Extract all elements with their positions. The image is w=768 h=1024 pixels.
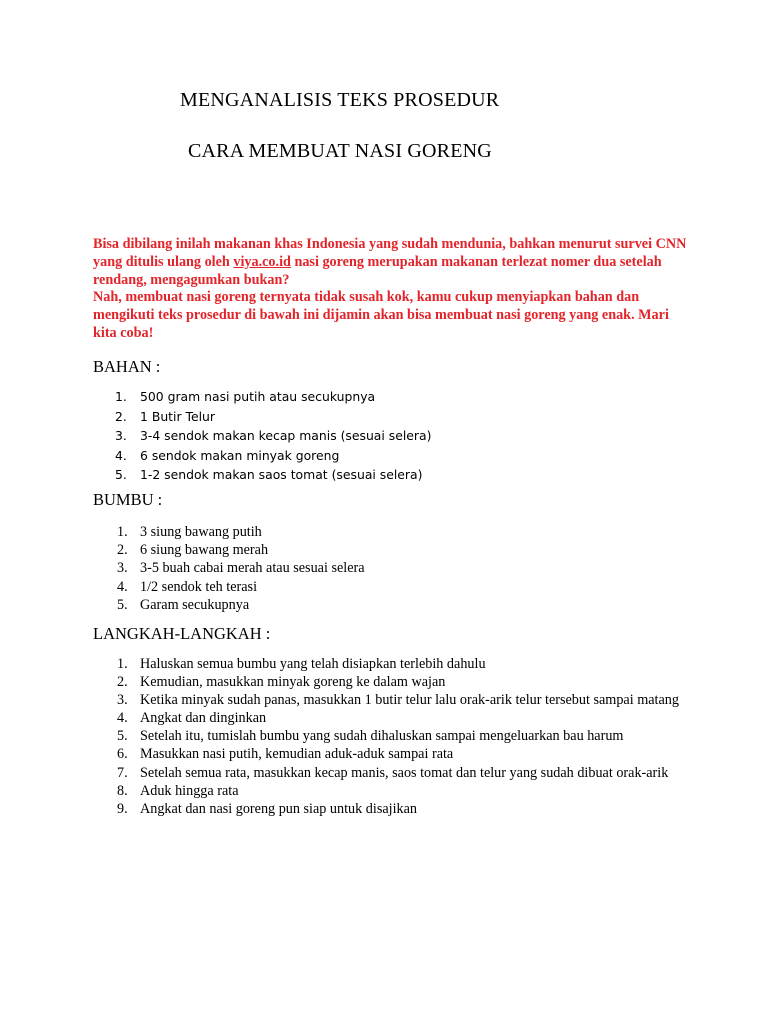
langkah-list-item [93,709,693,727]
list-number: 1. [117,656,128,672]
langkah-list-item [93,745,693,763]
list-number: 2. [115,408,127,424]
langkah-list-item [93,673,693,691]
list-item-text: 1/2 sendok teh terasi [140,578,258,595]
list-number: 5. [115,467,127,482]
intro-paragraph-2: Nah, membuat nasi goreng ternyata tidak susah kok, kamu cukup menyiapkan bahan dan mengikuti teks prosedur di bawah ini dijamin akan bisa membuat nasi goreng yang enak. Mari kita coba! [93,289,669,341]
bumbu-heading: BUMBU : [93,490,163,509]
langkah-list [93,655,693,818]
list-item-text: 3 siung bawang putih [140,524,262,540]
list-item-text: Aduk hingga rata [140,782,239,799]
langkah-list-item [93,691,693,709]
list-number: 9. [117,800,128,817]
langkah-list-item [93,800,693,818]
list-number: 4. [117,710,128,727]
list-number: 1. [115,389,127,404]
list-item-text: 6 sendok makan minyak goreng [140,447,340,463]
langkah-list-item [93,782,693,800]
langkah-list-item [93,764,693,782]
bahan-heading: BAHAN : [93,357,161,376]
list-item-text: Ketika minyak sudah panas, masukkan 1 butir telur lalu orak-arik telur tersebut sampai matang [140,692,679,709]
list-number: 4. [117,578,128,595]
list-number: 3. [117,692,128,709]
bumbu-list-item [93,578,693,596]
list-number: 8. [117,782,128,799]
bahan-list-item [93,387,693,407]
list-number: 6. [117,746,128,763]
list-item-text: 3-4 sendok makan kecap manis (sesuai selera) [140,428,432,443]
intro-text-before-link: Bisa dibilang inilah makanan khas Indonesia yang sudah mendunia, bahkan menurut survei CNN yang ditulis ulang oleh [93,236,687,270]
bumbu-list-item [93,596,693,614]
list-number: 4. [115,447,127,463]
bahan-list-item [93,426,693,446]
list-item-text: Angkat dan dinginkan [140,710,267,727]
bahan-list-item [93,407,693,427]
bumbu-list [93,523,693,614]
bahan-list-item [93,465,693,485]
bumbu-list-item [93,541,693,559]
bahan-list [93,387,693,485]
document-title: MENGANALISIS TEKS PROSEDUR [180,89,500,111]
list-item-text: Setelah semua rata, masukkan kecap manis, saos tomat dan telur yang sudah dibuat orak-arik [140,764,669,781]
bumbu-list-item [93,559,693,577]
list-number: 5. [117,728,128,745]
list-number: 1. [117,524,128,540]
source-link[interactable]: viya.co.id [233,253,291,270]
intro-text [93,236,693,343]
list-number: 3. [117,560,128,577]
document-subtitle: CARA MEMBUAT NASI GORENG [188,140,492,162]
list-item-text: Haluskan semua bumbu yang telah disiapkan terlebih dahulu [140,656,486,672]
list-item-text: Setelah itu, tumislah bumbu yang sudah dihaluskan sampai mengeluarkan bau harum [140,728,624,745]
list-number: 3. [115,428,127,443]
list-item-text: 1-2 sendok makan saos tomat (sesuai selera) [140,467,423,482]
langkah-list-item [93,727,693,745]
list-item-text: Garam secukupnya [140,596,250,613]
bahan-list-item [93,446,693,466]
intro-paragraph-1 [93,236,693,289]
list-item-text: 3-5 buah cabai merah atau sesuai selera [140,560,365,577]
list-item-text: 6 siung bawang merah [140,542,269,559]
intro-text-after-link: nasi goreng merupakan makanan terlezat nomer dua setelah rendang, mengagumkan bukan? [93,253,662,288]
list-item-text: 1 Butir Telur [140,408,215,424]
langkah-list-item [93,655,693,673]
list-item-text: Masukkan nasi putih, kemudian aduk-aduk sampai rata [140,746,454,763]
list-number: 7. [117,764,128,781]
list-number: 5. [117,596,128,613]
list-item-text: Angkat dan nasi goreng pun siap untuk disajikan [140,800,418,817]
list-item-text: 500 gram nasi putih atau secukupnya [140,389,376,404]
list-item-text: Kemudian, masukkan minyak goreng ke dalam wajan [140,674,446,691]
bumbu-list-item [93,523,693,541]
langkah-heading: LANGKAH-LANGKAH : [93,624,271,643]
list-number: 2. [117,542,128,559]
list-number: 2. [117,674,128,691]
